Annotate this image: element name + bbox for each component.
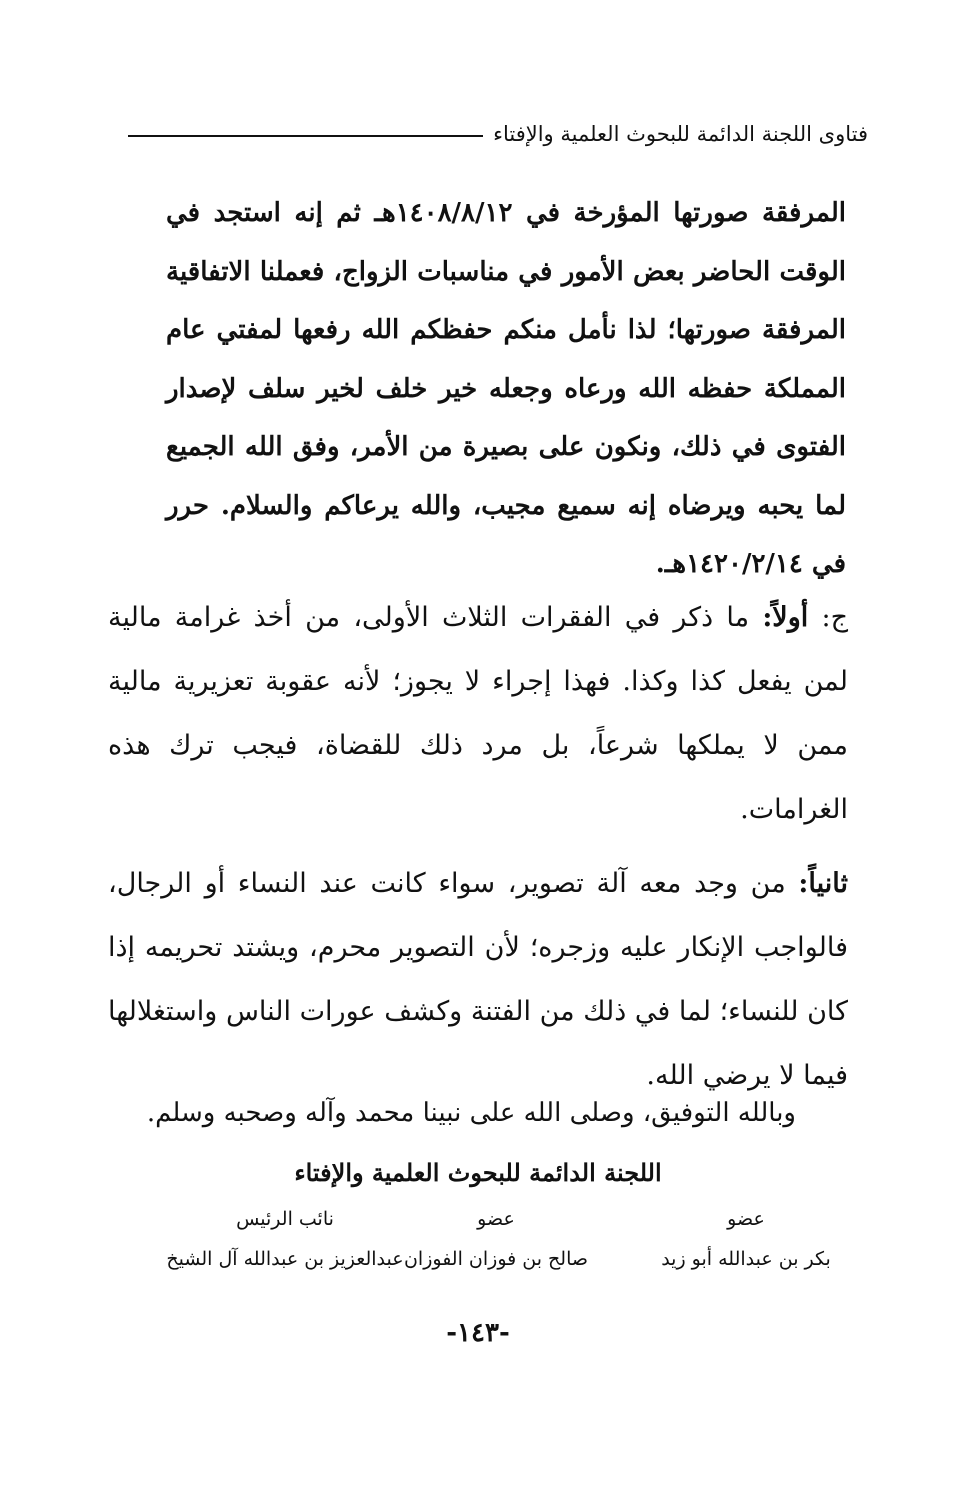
answer-first-lead: أولاً:	[762, 602, 809, 633]
signatory-name: بكر بن عبدالله أبو زيد	[661, 1248, 831, 1270]
committee-name: اللجنة الدائمة للبحوث العلمية والإفتاء	[294, 1158, 662, 1187]
signatory-name: صالح بن فوزان الفوزان	[403, 1248, 589, 1270]
page-number: -١٤٣-	[446, 1318, 510, 1348]
answer-section	[108, 586, 848, 1108]
quoted-question-text: المرفقة صورتها المؤرخة في ١٤٠٨/٨/١٢هـ ثم إنه استجد في الوقت الحاضر بعض الأمور في مناسبات الزواج، فعملنا الاتفاقية المرفقة صورتها؛ لذا نأمل منكم حفظكم الله رفعها لمفتي عام المملكة حفظه الله ورعاه وجعله خير خلف لخير سلف لإصدار الفتوى في ذلك، ونكون على بصيرة من الأمر، وفق الله الجميع لما يحبه ويرضاه إنه سميع مجيب، والله يرعاكم والسلام. حرر في ١٤٢٠/٢/١٤هـ.	[166, 198, 846, 579]
closing-formula: وبالله التوفيق، وصلى الله على نبينا محمد وآله وصحبه وسلم.	[146, 1098, 796, 1128]
answer-second-text: من وجد معه آلة تصوير، سواء كانت عند النساء أو الرجال، فالواجب الإنكار عليه وزجره؛ لأن التصوير محرم، ويشتد تحريمه إذا كان للنساء؛ لما في ذلك من الفتنة وكشف عورات الناس واستغلالها فيما لا يرضي الله.	[108, 868, 848, 1091]
answer-first-paragraph	[108, 586, 848, 842]
answer-first-text: ما ذكر في الفقرات الثلاث الأولى، من أخذ غرامة مالية لمن يفعل كذا وكذا. فهذا إجراء لا يجوز؛ لأنه عقوبة تعزيرية مالية ممن لا يملكها شرعاً، بل مرد ذلك للقضاة، فيجب ترك هذه الغرامات.	[108, 602, 848, 825]
signatory	[396, 1208, 596, 1270]
signatory	[160, 1208, 410, 1270]
signatory-role: عضو	[477, 1208, 515, 1230]
running-header	[128, 122, 868, 146]
signatories	[160, 1208, 846, 1288]
answer-prefix: ج:	[808, 602, 849, 633]
running-title: فتاوى اللجنة الدائمة للبحوث العلمية والإفتاء	[493, 122, 868, 146]
signatory-name: عبدالعزيز بن عبدالله آل الشيخ	[166, 1248, 404, 1270]
signatory	[646, 1208, 846, 1270]
answer-second-lead: ثانياً:	[798, 868, 848, 899]
answer-second-paragraph	[108, 852, 848, 1108]
header-rule	[128, 135, 483, 137]
signatory-role: نائب الرئيس	[236, 1208, 334, 1230]
signatory-role: عضو	[727, 1208, 765, 1230]
